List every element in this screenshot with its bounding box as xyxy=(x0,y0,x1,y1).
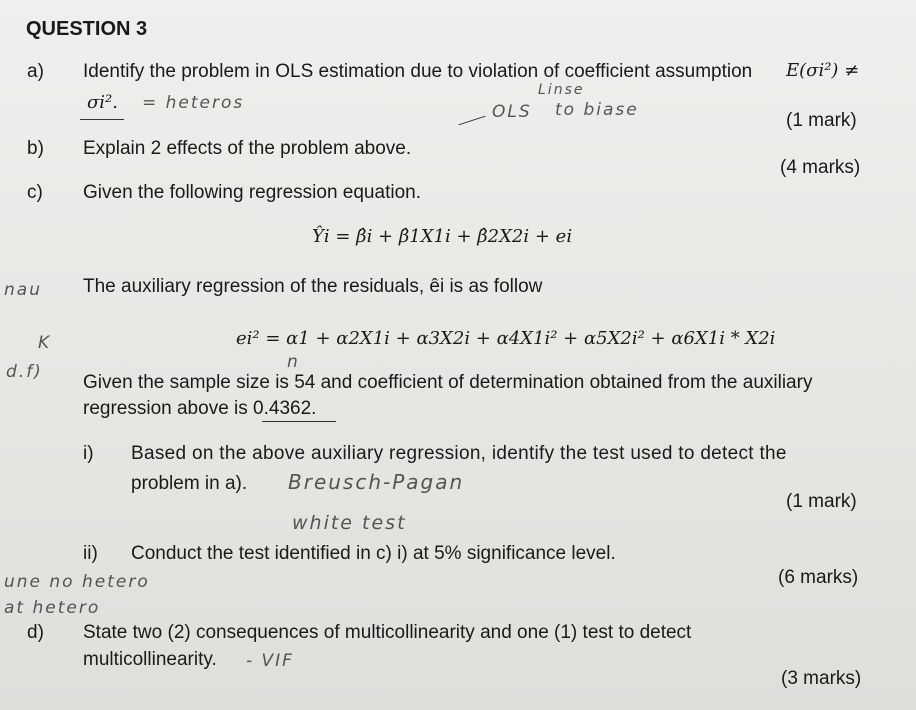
part-c-i-label: i) xyxy=(83,443,94,464)
handwritten-note-heteros: = heteros xyxy=(142,93,245,113)
sample-size-line-1: Given the sample size is 54 and coefficient of determination obtained from the auxiliary xyxy=(83,372,813,393)
part-d-label: d) xyxy=(27,622,44,643)
handwritten-note-biase: to biase xyxy=(555,100,639,120)
handwritten-note-breusch-pagan: Breusch-Pagan xyxy=(288,470,465,494)
handwritten-note-df: d.f) xyxy=(6,362,43,382)
handwritten-note-nau: nau xyxy=(4,280,42,300)
part-c-i-line-2: problem in a). xyxy=(131,473,248,494)
part-a-math: E(σi²) ≠ xyxy=(786,60,860,81)
handwritten-note-at-hetero: at hetero xyxy=(4,598,101,618)
handwritten-underline xyxy=(80,119,124,120)
part-a-math-2: σi². xyxy=(87,92,118,113)
regression-equation: Ŷi = β̂i + β̂1X1i + β̂2X2i + ei xyxy=(312,226,573,247)
part-b-text: Explain 2 effects of the problem above. xyxy=(83,138,412,159)
handwritten-note-no-hetero: une no hetero xyxy=(4,572,150,592)
handwritten-note-k: K xyxy=(38,333,52,353)
part-d-line-1: State two (2) consequences of multicollinearity and one (1) test to detect xyxy=(83,622,692,643)
sample-size-line-2: regression above is 0.4362. xyxy=(83,398,317,419)
handwritten-note-vif: - VIF xyxy=(246,651,294,671)
handwritten-note-ols: OLS xyxy=(492,102,532,122)
handwritten-underline-value xyxy=(262,421,336,422)
part-c-i-line-1: Based on the above auxiliary regression, identify the test used to detect the xyxy=(131,443,787,464)
handwritten-note-white-test: white test xyxy=(292,512,407,534)
part-d-marks: (3 marks) xyxy=(781,668,862,689)
part-c-ii-text: Conduct the test identified in c) i) at 5% significance level. xyxy=(131,543,616,564)
question-heading: QUESTION 3 xyxy=(26,18,148,40)
part-c-i-marks: (1 mark) xyxy=(786,491,857,512)
part-d-line-2: multicollinearity. xyxy=(83,649,217,670)
part-a-label: a) xyxy=(27,61,44,82)
part-c-label: c) xyxy=(27,182,43,203)
auxiliary-equation: ei² = α1 + α2X1i + α3X2i + α4X1i² + α5X2i² + α6X1i * X2i xyxy=(236,328,776,349)
part-c-ii-label: ii) xyxy=(83,543,98,564)
part-b-marks: (4 marks) xyxy=(780,157,861,178)
part-c-text: Given the following regression equation. xyxy=(83,182,421,203)
part-a-text: Identify the problem in OLS estimation due to violation of coefficient assumption xyxy=(83,61,753,82)
part-a-marks: (1 mark) xyxy=(786,110,857,131)
handwritten-stroke xyxy=(459,116,486,126)
part-c-ii-marks: (6 marks) xyxy=(778,567,859,588)
handwritten-note-n: n xyxy=(287,352,300,372)
handwritten-note-linse: Linse xyxy=(538,82,585,98)
auxiliary-text: The auxiliary regression of the residuals, êi is as follow xyxy=(83,276,543,297)
part-b-label: b) xyxy=(27,138,44,159)
